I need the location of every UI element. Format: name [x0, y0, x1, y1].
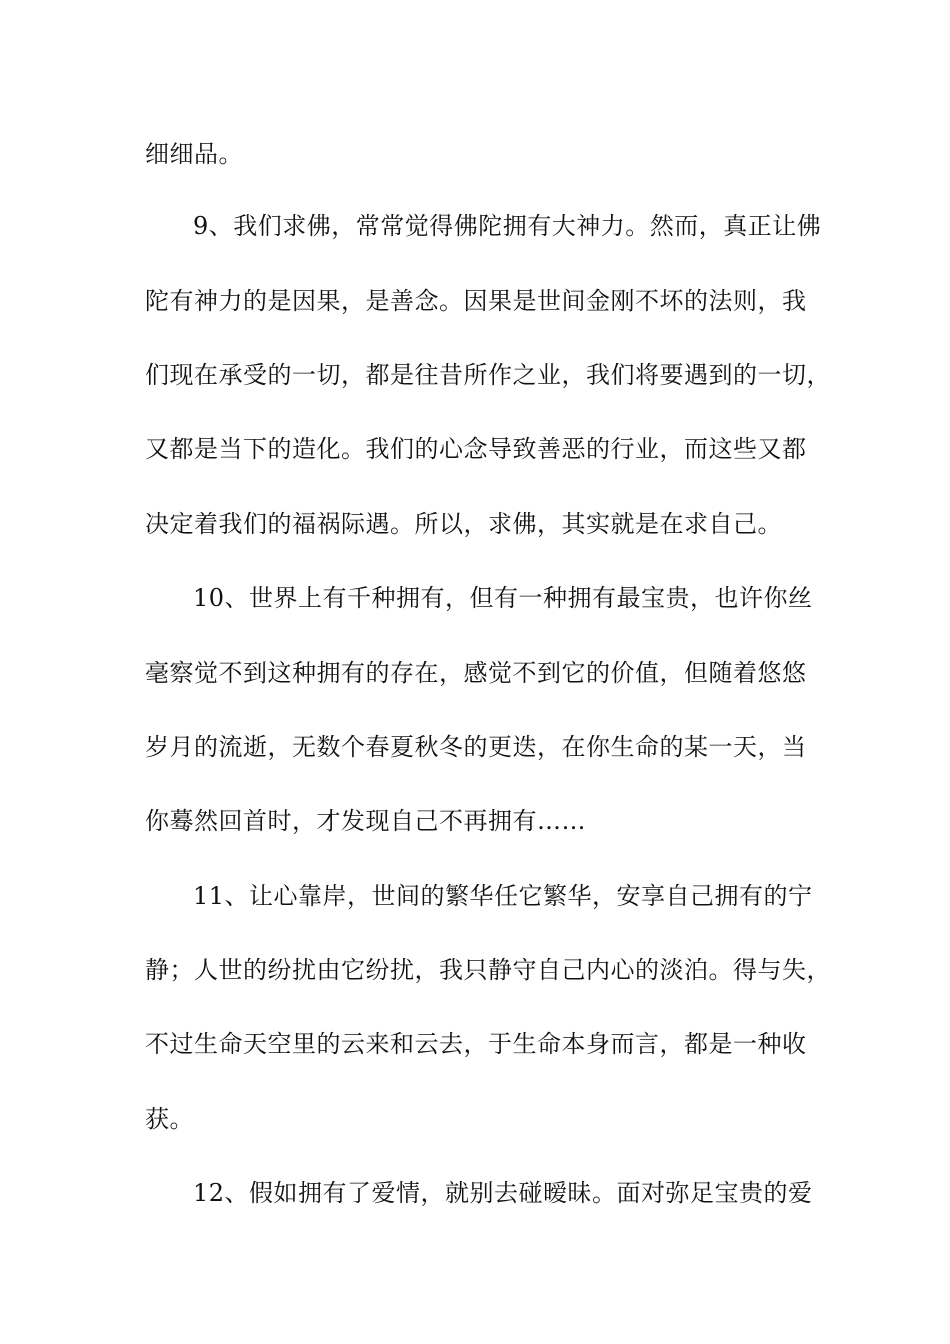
paragraph-9-line-1: 9、我们求佛，常常觉得佛陀拥有大神力。然而，真正让佛 [193, 212, 822, 240]
text-line: 又都是当下的造化。我们的心念导致善恶的行业，而这些又都 [145, 435, 807, 463]
text-line: 细细品。 [145, 140, 243, 168]
text-line: 陀有神力的是因果，是善念。因果是世间金刚不坏的法则，我 [145, 287, 807, 315]
text-line: 决定着我们的福祸际遇。所以，求佛，其实就是在求自己。 [145, 510, 782, 538]
text-line: 毫察觉不到这种拥有的存在，感觉不到它的价值，但随着悠悠 [145, 659, 807, 687]
paragraph-12-line-1: 12、假如拥有了爱情，就别去碰暧昧。面对弥足宝贵的爱 [193, 1179, 813, 1207]
text-line: 静；人世的纷扰由它纷扰，我只静守自己内心的淡泊。得与失， [145, 956, 831, 984]
paragraph-11-line-1: 11、让心靠岸，世间的繁华任它繁华，安享自己拥有的宁 [193, 882, 813, 910]
text-line: 获。 [145, 1105, 194, 1133]
text-line: 岁月的流逝，无数个春夏秋冬的更迭，在你生命的某一天，当 [145, 733, 807, 761]
paragraph-10-line-1: 10、世界上有千种拥有，但有一种拥有最宝贵，也许你丝 [193, 584, 813, 612]
text-line: 你蓦然回首时，才发现自己不再拥有…… [145, 807, 586, 835]
text-line: 们现在承受的一切，都是往昔所作之业，我们将要遇到的一切， [145, 361, 831, 389]
text-line: 不过生命天空里的云来和云去，于生命本身而言，都是一种收 [145, 1030, 807, 1058]
